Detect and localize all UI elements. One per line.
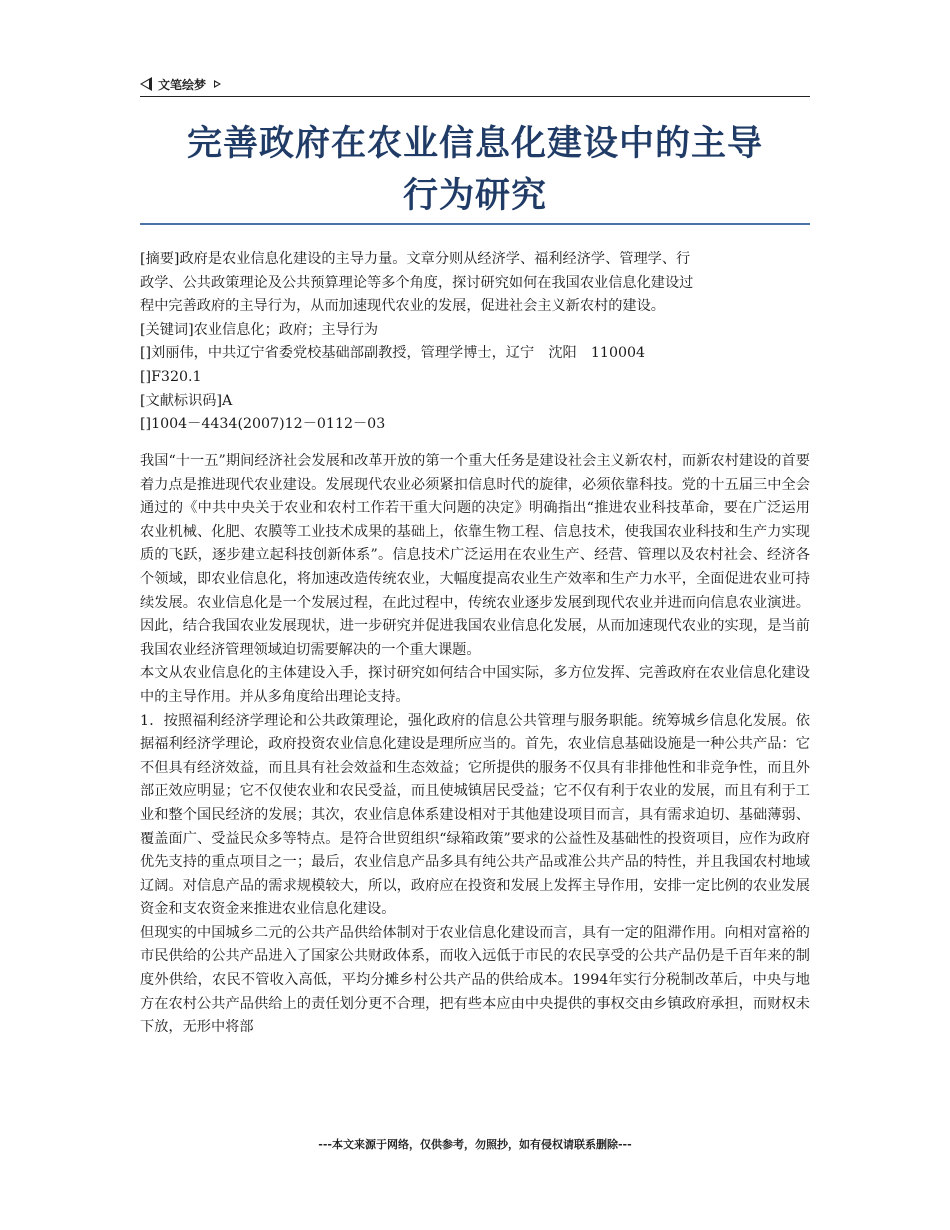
title-line-1: 完善政府在农业信息化建设中的主导 (186, 124, 763, 164)
abstract-line: 程中完善政府的主导行为，从而加速现代农业的发展，促进社会主义新农村的建设。 (140, 298, 665, 315)
abstract-line: 政学、公共政策理论及公共预算理论等多个角度，探讨研究如何在我国农业信息化建设过 (140, 274, 694, 291)
page-header (140, 72, 810, 96)
document-title (140, 118, 810, 222)
author-line: []刘丽伟，中共辽宁省委党校基础部副教授，管理学博士，辽宁 沈阳 110004 (140, 345, 646, 362)
article-body (140, 450, 810, 1040)
title-divider (140, 223, 810, 225)
paragraph: 但现实的中国城乡二元的公共产品供给体制对于农业信息化建设而言，具有一定的阻滞作用。向相对富裕的市民供给的公共产品进入了国家公共财政体系，而收入远低于市民的农民享受的公共产品仍是千百年来的制度外供给，农民不管收入高低，平均分摊乡村公共产品的供给成本。1994年实行分税制改革后，中央与地方在农村公共产品供给上的责任划分更不合理，把有些本应由中央提供的事权交由乡镇政府承担，而财权未下放，无形中将部 (140, 924, 810, 1036)
footer-disclaimer: ---本文来源于网络，仅供参考，勿照抄，如有侵权请联系删除--- (318, 1138, 632, 1151)
paragraph: 1．按照福利经济学理论和公共政策理论，强化政府的信息公共管理与服务职能。统筹城乡信息化发展。依据福利经济学理论，政府投资农业信息化建设是理所应当的。首先，农业信息基础设施是一种公共产品：它不但具有经济效益，而且具有社会效益和生态效益；它所提供的服务不仅具有非排他性和非竞争性，而且外部正效应明显；它不仅使农业和农民受益，而且使城镇居民受益；它不仅有利于农业的发展，而且有利于工业和整个国民经济的发展；其次，农业信息体系建设相对于其他建设项目而言，具有需求迫切、基础薄弱、覆盖面广、受益民众多等特点。是符合世贸组织“绿箱政策”要求的公益性及基础性的投资项目，应作为政府优先支持的重点项目之一；最后，农业信息产品多具有纯公共产品或准公共产品的特性，并且我国农村地域辽阔。对信息产品的需求规模较大，所以，政府应在投资和发展上发挥主导作用，安排一定比例的农业发展资金和支农资金来推进农业信息化建设。 (140, 712, 810, 918)
abstract-block (140, 248, 810, 437)
right-triangle-icon (214, 80, 221, 88)
header-divider (140, 96, 810, 97)
classification-line: []F320.1 (140, 368, 202, 385)
doc-id-line: [文献标识码]A (140, 392, 233, 409)
keywords-line: [关键词]农业信息化；政府；主导行为 (140, 321, 379, 338)
left-triangle-icon (140, 77, 152, 91)
paragraph: 我国“十一五”期间经济社会发展和改革开放的第一个重大任务是建设社会主义新农村，而新农村建设的首要着力点是推进现代农业建设。发展现代农业必须紧扣信息时代的旋律，必须依靠科技。党的十五届三中全会通过的《中共中央关于农业和农村工作若干重大问题的决定》明确指出“推进农业科技革命，要在广泛运用农业机械、化肥、农膜等工业技术成果的基础上，依靠生物工程、信息技术，使我国农业科技和生产力实现质的飞跃，逐步建立起科技创新体系”。信息技术广泛运用在农业生产、经营、管理以及农村社会、经济各个领域，即农业信息化，将加速改造传统农业，大幅度提高农业生产效率和生产力水平，全面促进农业可持续发展。农业信息化是一个发展过程，在此过程中，传统农业逐步发展到现代农业并进而向信息农业演进。因此，结合我国农业发展现状，进一步研究并促进我国农业信息化发展，从而加速现代农业的实现，是当前我国农业经济管理领域迫切需要解决的一个重大课题。 (140, 453, 810, 658)
abstract-line: [摘要]政府是农业信息化建设的主导力量。文章分则从经济学、福利经济学、管理学、行 (140, 251, 691, 267)
title-line-2: 行为研究 (402, 176, 547, 216)
brand-label: 文笔绘梦 (158, 77, 207, 92)
paragraph: 本文从农业信息化的主体建设入手，探讨研究如何结合中国实际，多方位发挥、完善政府在农业信息化建设中的主导作用。并从多角度给出理论支持。 (140, 665, 810, 705)
issn-line: []1004－4434(2007)12－0112－03 (140, 416, 386, 433)
